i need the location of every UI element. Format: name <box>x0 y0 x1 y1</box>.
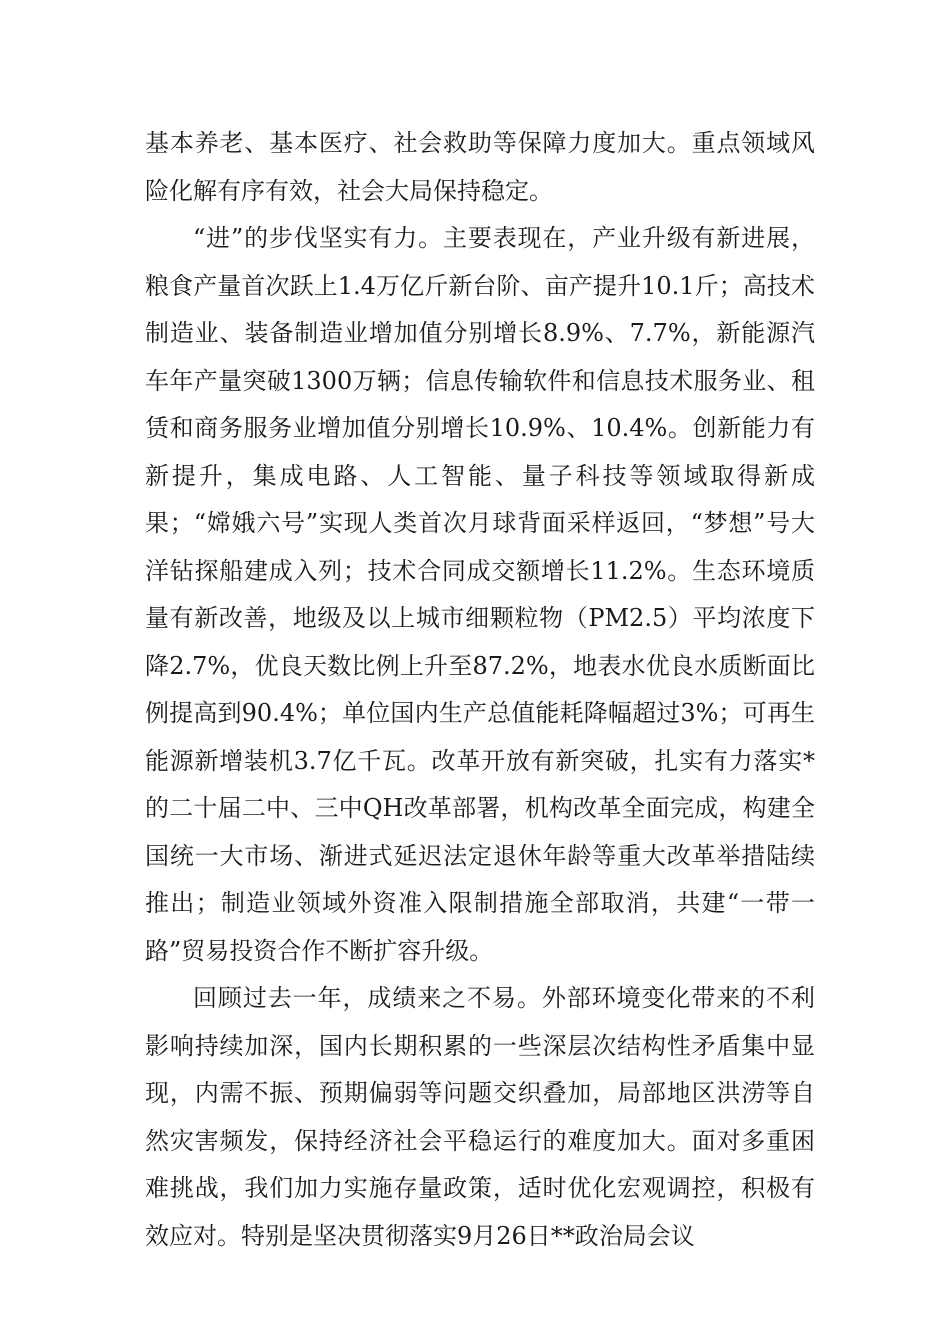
paragraph-progress: “进”的步伐坚实有力。主要表现在，产业升级有新进展，粮食产量首次跃上1.4万亿斤新台阶、亩产提升10.1斤；高技术制造业、装备制造业增加值分别增长8.9%、7.7%，新能源汽车年产量突破1300万辆；信息传输软件和信息技术服务业、租赁和商务服务业增加值分别增长10.9%、10.4%。创新能力有新提升，集成电路、人工智能、量子科技等领域取得新成果；“嫦娥六号”实现人类首次月球背面采样返回，“梦想”号大洋钻探船建成入列；技术合同成交额增长11.2%。生态环境质量有新改善，地级及以上城市细颗粒物（PM2.5）平均浓度下降2.7%，优良天数比例上升至87.2%，地表水优良水质断面比例提高到90.4%；单位国内生产总值能耗降幅超过3%；可再生能源新增装机3.7亿千瓦。改革开放有新突破，扎实有力落实*的二十届二中、三中QH改革部署，机构改革全面完成，构建全国统一大市场、渐进式延迟法定退休年龄等重大改革举措陆续推出；制造业领域外资准入限制措施全部取消，共建“一带一路”贸易投资合作不断扩容升级。 <box>145 224 815 965</box>
paragraph-continuation: 基本养老、基本医疗、社会救助等保障力度加大。重点领域风险化解有序有效，社会大局保持稳定。 <box>145 129 815 205</box>
document-body <box>145 120 815 1260</box>
paragraph-review: 回顾过去一年，成绩来之不易。外部环境变化带来的不利影响持续加深，国内长期积累的一些深层次结构性矛盾集中显现，内需不振、预期偏弱等问题交织叠加，局部地区洪涝等自然灾害频发，保持经济社会平稳运行的难度加大。面对多重困难挑战，我们加力实施存量政策，适时优化宏观调控，积极有效应对。特别是坚决贯彻落实9月26日**政治局会议 <box>145 984 815 1250</box>
